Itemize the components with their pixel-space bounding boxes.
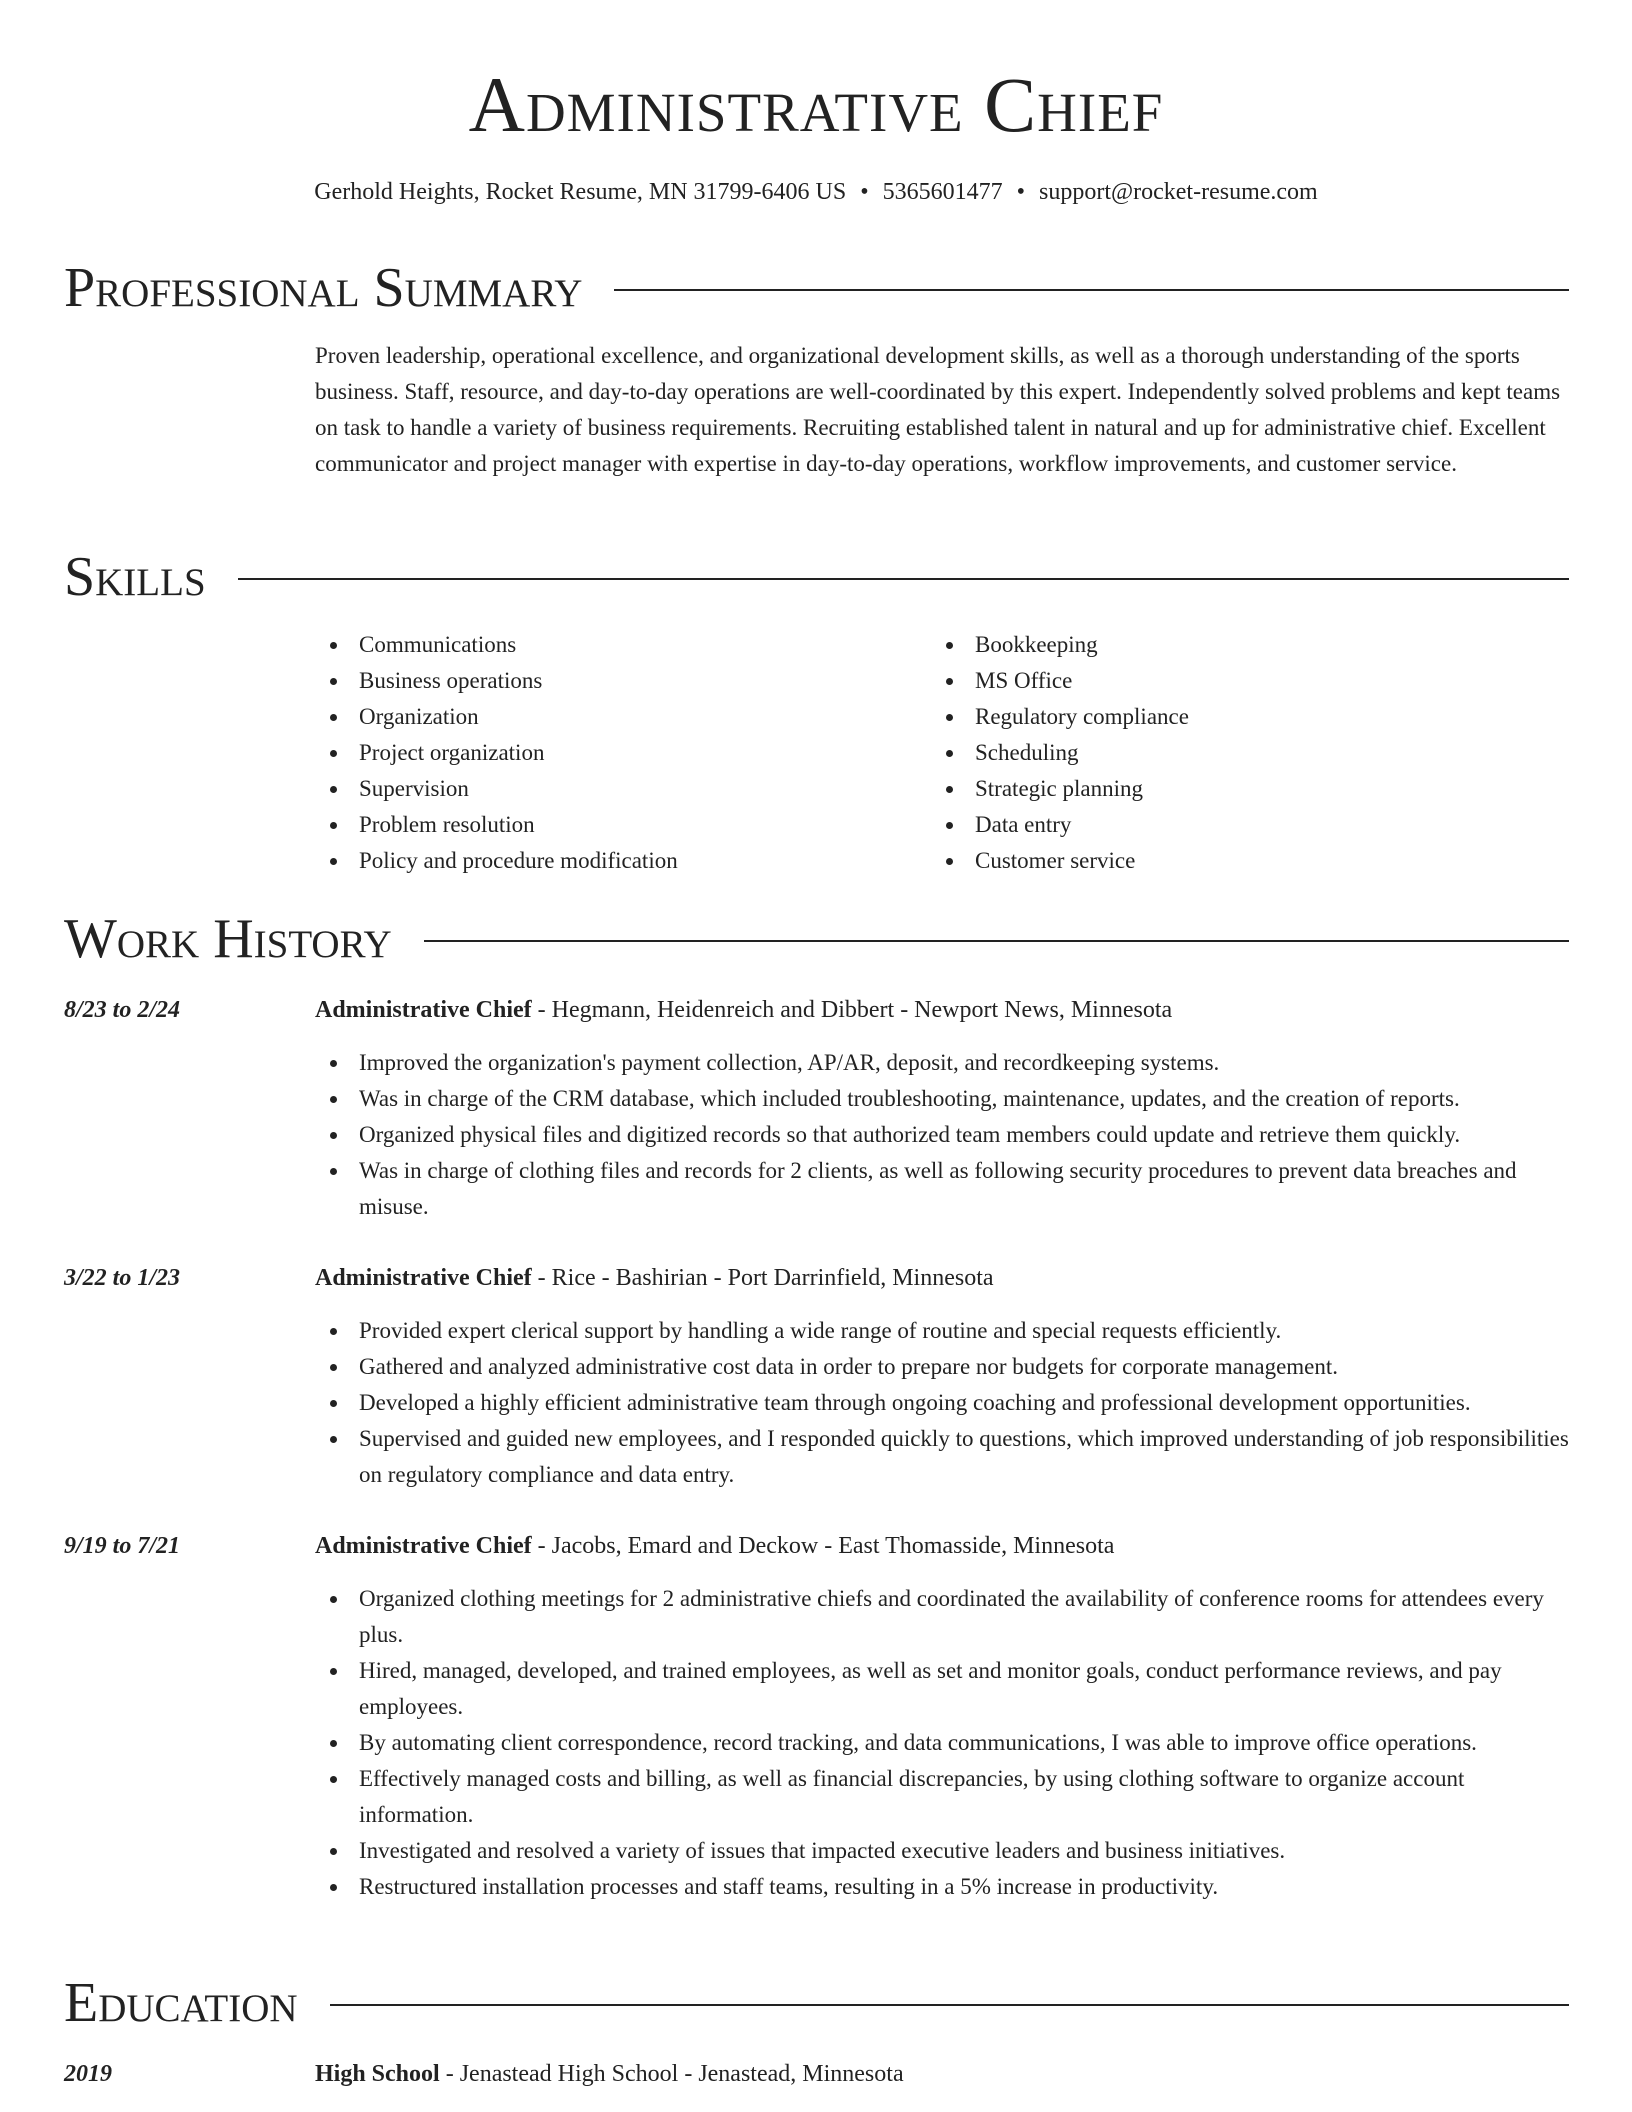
job-heading (315, 992, 1575, 1028)
skill-item: Customer service (931, 843, 1491, 879)
skill-item: MS Office (931, 663, 1491, 699)
section-header-education (64, 1972, 1569, 2034)
education-degree: High School (315, 2061, 440, 2087)
education-heading (315, 2056, 1575, 2092)
job-title: Administrative Chief (315, 1265, 532, 1291)
job-bullet: By automating client correspondence, record tracking, and data communications, I was able to improve office operations. (315, 1725, 1575, 1761)
job-bullet: Was in charge of the CRM database, which included troubleshooting, maintenance, updates, and the creation of reports. (315, 1081, 1575, 1117)
education-school: - Jenastead High School - Jenastead, Minnesota (439, 2061, 904, 2087)
skill-item: Scheduling (931, 735, 1491, 771)
job-bullet: Organized clothing meetings for 2 administrative chiefs and coordinated the availability of conference rooms for attendees every plus. (315, 1581, 1575, 1653)
contact-line (0, 176, 1632, 208)
job-dates: 8/23 to 2/24 (64, 997, 181, 1023)
job-bullet: Was in charge of clothing files and records for 2 clients, as well as following security procedures to prevent data breaches and misuse. (315, 1153, 1575, 1225)
skill-item: Strategic planning (931, 771, 1491, 807)
job-dates: 3/22 to 1/23 (64, 1265, 181, 1291)
job-bullet: Hired, managed, developed, and trained employees, as well as set and monitor goals, conduct performance reviews, and pay employees. (315, 1653, 1575, 1725)
skill-item: Problem resolution (315, 807, 875, 843)
skills-list-right (931, 627, 1491, 879)
section-divider (238, 578, 1569, 580)
skill-item: Bookkeeping (931, 627, 1491, 663)
contact-email[interactable]: support@rocket-resume.com (1039, 179, 1318, 205)
contact-phone: 5365601477 (882, 179, 1003, 205)
section-title-summary: Professional Summary (64, 257, 583, 319)
job-employer: - Jacobs, Emard and Deckow - East Thomasside, Minnesota (531, 1533, 1115, 1559)
job-title: Administrative Chief (315, 1533, 532, 1559)
section-title-skills: Skills (64, 546, 206, 608)
summary-text: Proven leadership, operational excellence, and organizational development skills, as well as a thorough understanding of the sports business. Staff, resource, and day-to-day operations are well-coordinated by this expert. Independently solved problems and kept teams on task to handle a variety of business requirements. Recruiting established talent in natural and up for administrative chief. Excellent communicator and project manager with expertise in day-to-day operations, workflow improvements, and customer service. (315, 343, 1561, 476)
section-title-work: Work History (64, 908, 392, 970)
contact-separator: • (1016, 179, 1026, 205)
skill-item: Project organization (315, 735, 875, 771)
candidate-name: Administrative Chief (468, 61, 1164, 148)
skill-item: Organization (315, 699, 875, 735)
job-bullet: Supervised and guided new employees, and I responded quickly to questions, which improved understanding of job responsibilities on regulatory compliance and data entry. (315, 1421, 1575, 1493)
skill-item: Business operations (315, 663, 875, 699)
job-bullets (315, 1313, 1575, 1493)
job-employer: - Rice - Bashirian - Port Darrinfield, Minnesota (531, 1265, 994, 1291)
section-header-work (64, 908, 1569, 970)
skill-item: Data entry (931, 807, 1491, 843)
job-bullet: Gathered and analyzed administrative cost data in order to prepare nor budgets for corporate management. (315, 1349, 1575, 1385)
section-header-skills (64, 546, 1569, 608)
job-employer: - Hegmann, Heidenreich and Dibbert - Newport News, Minnesota (531, 997, 1173, 1023)
skills-list-left (315, 627, 875, 879)
section-divider (330, 2004, 1569, 2006)
section-divider (614, 289, 1569, 291)
job-title: Administrative Chief (315, 997, 532, 1023)
job-bullet: Restructured installation processes and staff teams, resulting in a 5% increase in productivity. (315, 1869, 1575, 1905)
skill-item: Regulatory compliance (931, 699, 1491, 735)
job-bullet: Organized physical files and digitized records so that authorized team members could update and retrieve them quickly. (315, 1117, 1575, 1153)
section-divider (424, 940, 1569, 942)
job-bullets (315, 1581, 1575, 1905)
section-title-education: Education (64, 1972, 298, 2034)
job-heading (315, 1260, 1575, 1296)
skill-item: Policy and procedure modification (315, 843, 875, 879)
contact-separator: • (860, 179, 869, 205)
skill-item: Supervision (315, 771, 875, 807)
section-header-summary (64, 257, 1569, 319)
job-heading (315, 1528, 1575, 1564)
job-bullet: Investigated and resolved a variety of issues that impacted executive leaders and business initiatives. (315, 1833, 1575, 1869)
job-bullets (315, 1045, 1575, 1225)
education-year: 2019 (64, 2061, 112, 2087)
job-bullet: Improved the organization's payment collection, AP/AR, deposit, and recordkeeping systems. (315, 1045, 1575, 1081)
contact-address: Gerhold Heights, Rocket Resume, MN 31799-6406 US (314, 179, 847, 205)
job-bullet: Provided expert clerical support by handling a wide range of routine and special requests efficiently. (315, 1313, 1575, 1349)
job-bullet: Developed a highly efficient administrative team through ongoing coaching and professional development opportunities. (315, 1385, 1575, 1421)
skill-item: Communications (315, 627, 875, 663)
job-bullet: Effectively managed costs and billing, as well as financial discrepancies, by using clothing software to organize account information. (315, 1761, 1575, 1833)
job-dates: 9/19 to 7/21 (64, 1533, 181, 1559)
